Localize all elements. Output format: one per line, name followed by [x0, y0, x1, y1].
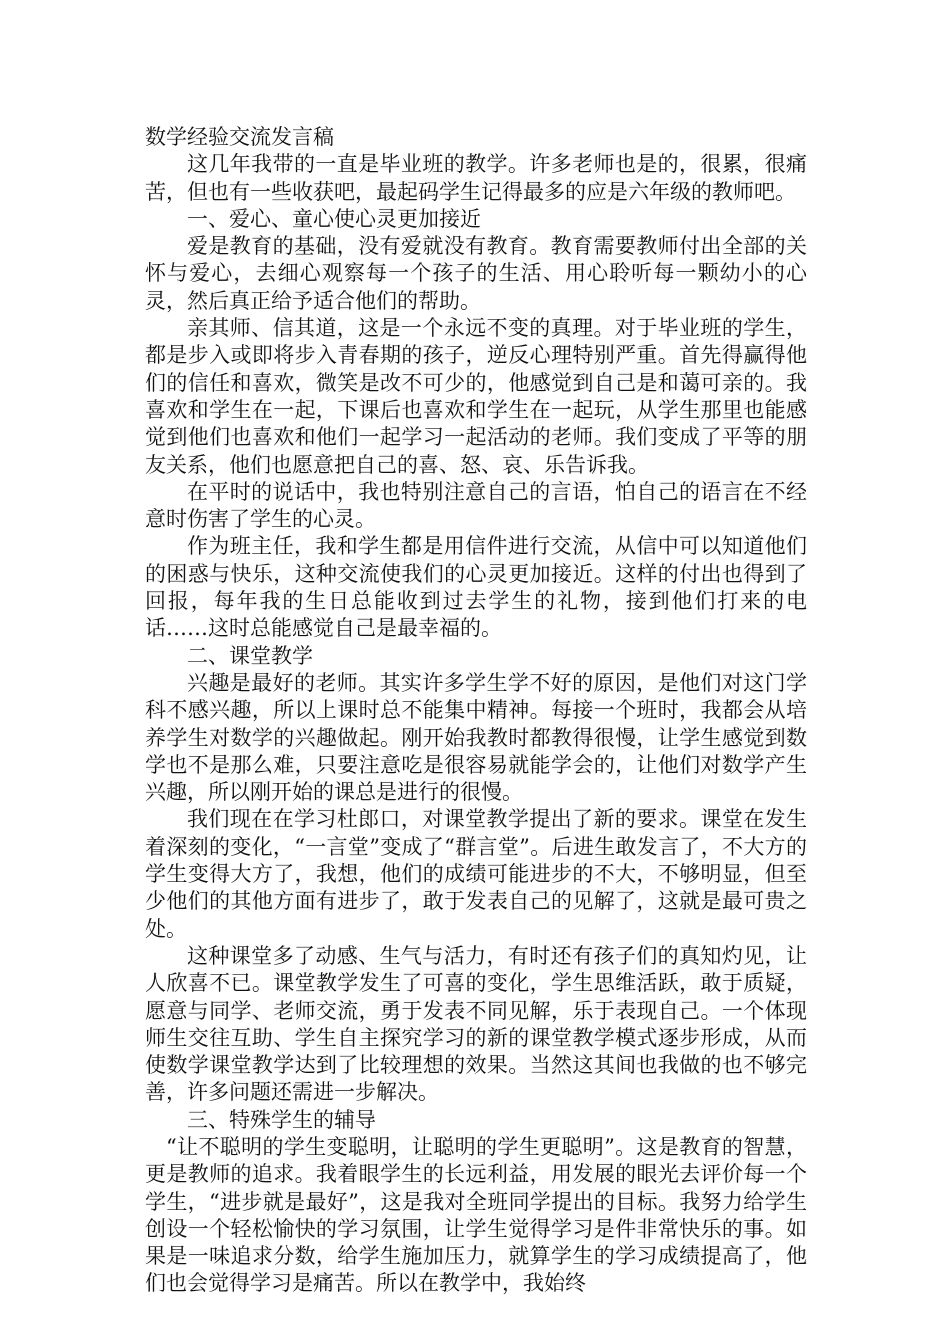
paragraph: 作为班主任，我和学生都是用信件进行交流，从信中可以知道他们的困惑与快乐，这种交流使我们的心灵更加接近。这样的付出也得到了回报，每年我的生日总能收到过去学生的礼物，接到他们打来的电话……这时总能感觉自己是最幸福的。: [145, 534, 807, 641]
paragraph-intro: 这几年我带的一直是毕业班的教学。许多老师也是的，很累，很痛苦，但也有一些收获吧，最起码学生记得最多的应是六年级的教师吧。: [145, 152, 807, 204]
paragraph: 这种课堂多了动感、生气与活力，有时还有孩子们的真知灼见，让人欣喜不已。课堂教学发生了可喜的变化，学生思维活跃，敢于质疑，愿意与同学、老师交流，勇于发表不同见解，乐于表现自己。一个体现师生交往互助、学生自主探究学习的新的课堂教学模式逐步形成，从而使数学课堂教学达到了比较理想的效果。当然这其间也我做的也不够完善，许多问题还需进一步解决。: [145, 943, 807, 1105]
section-heading-1: 一、爱心、童心使心灵更加接近: [187, 206, 481, 231]
paragraph: “让不聪明的学生变聪明，让聪明的学生更聪明”。这是教育的智慧，更是教师的追求。我着眼学生的长远利益，用发展的眼光去评价每一个学生，“进步就是最好”，这是我对全班同学提出的目标。我努力给学生创设一个轻松愉快的学习氛围，让学生觉得学习是件非常快乐的事。如果是一味追求分数，给学生施加压力，就算学生的学习成绩提高了，他们也会觉得学习是痛苦。所以在教学中，我始终: [145, 1134, 807, 1296]
section-heading-2: 二、课堂教学: [187, 643, 313, 668]
section-heading-3: 三、特殊学生的辅导: [187, 1107, 376, 1132]
paragraph: 爱是教育的基础，没有爱就没有教育。教育需要教师付出全部的关怀与爱心，去细心观察每一个孩子的生活、用心聆听每一颗幼小的心灵，然后真正给予适合他们的帮助。: [145, 234, 807, 313]
paragraph: 亲其师、信其道，这是一个永远不变的真理。对于毕业班的学生，都是步入或即将步入青春期的孩子，逆反心理特别严重。首先得赢得他们的信任和喜欢，微笑是改不可少的，他感觉到自己是和蔼可亲的。我喜欢和学生在一起，下课后也喜欢和学生在一起玩，从学生那里也能感觉到他们也喜欢和他们一起学习一起活动的老师。我们变成了平等的朋友关系，他们也愿意把自己的喜、怒、哀、乐告诉我。: [145, 316, 807, 477]
document-page: [145, 124, 807, 1298]
paragraph: 我们现在在学习杜郎口，对课堂教学提出了新的要求。课堂在发生着深刻的变化，“一言堂”变成了“群言堂”。后进生敢发言了，不大方的学生变得大方了，我想，他们的成绩可能进步的不大，不够明显，但至少他们的其他方面有进步了，敢于发表自己的见解了，这就是最可贵之处。: [145, 807, 807, 941]
document-title: 数学经验交流发言稿: [145, 125, 334, 149]
paragraph: 兴趣是最好的老师。其实许多学生学不好的原因，是他们对这门学科不感兴趣，所以上课时总不能集中精神。每接一个班时，我都会从培养学生对数学的兴趣做起。刚开始我教时都教得很慢，让学生感觉到数学也不是那么难，只要注意吃是很容易就能学会的，让他们对数学产生兴趣，所以刚开始的课总是进行的很慢。: [145, 670, 807, 805]
paragraph: 在平时的说话中，我也特别注意自己的言语，怕自己的语言在不经意时伤害了学生的心灵。: [145, 479, 807, 532]
